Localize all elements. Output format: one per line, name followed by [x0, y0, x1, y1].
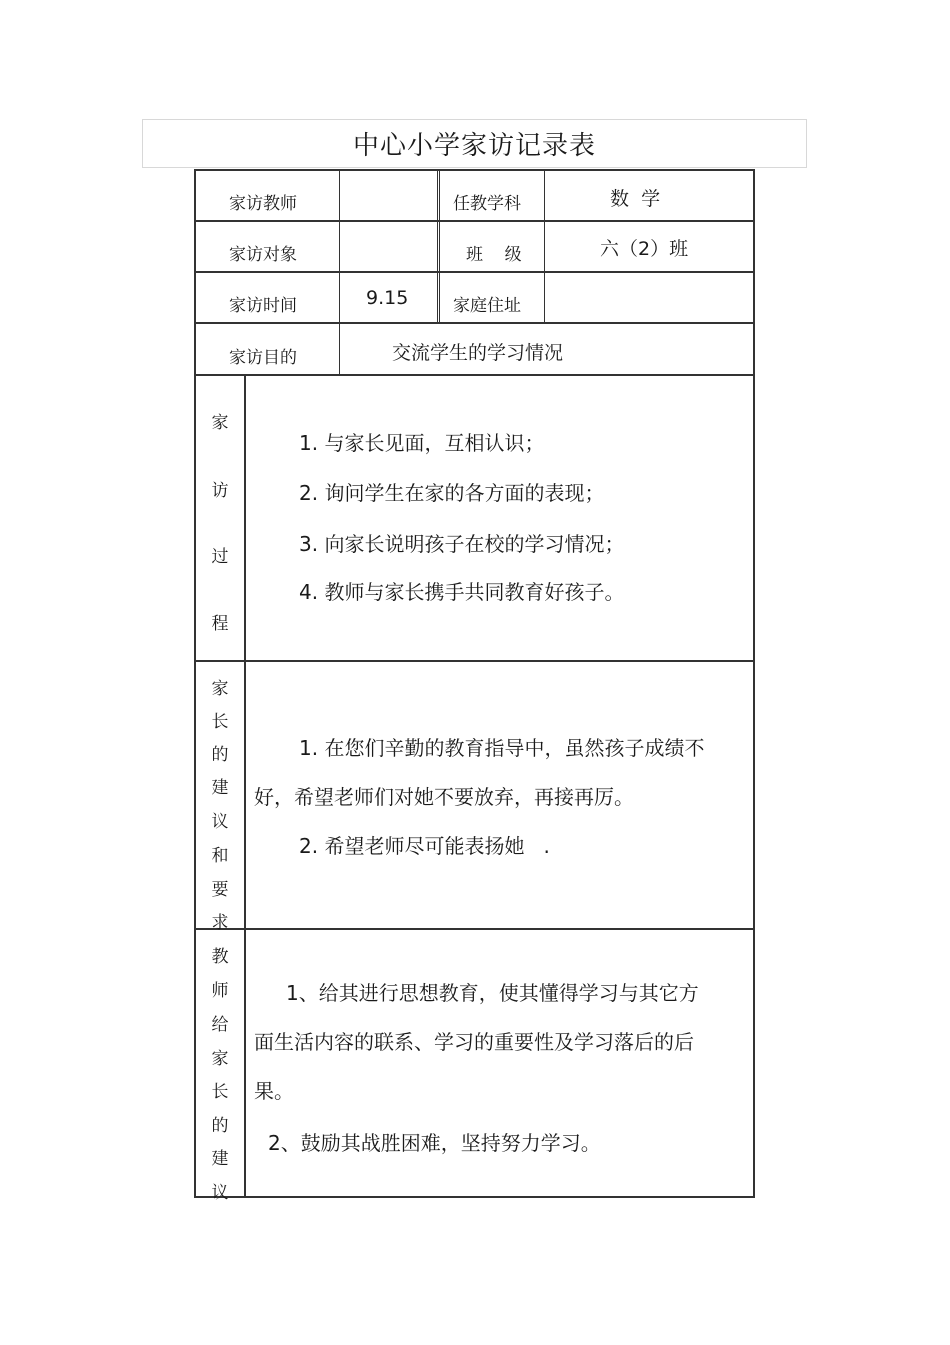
- process-label-char: 家: [211, 413, 229, 433]
- teacher-label: 家访教师: [229, 194, 297, 214]
- teacher-label-char: 教: [211, 947, 229, 967]
- address-label: 家庭住址: [453, 296, 521, 316]
- class-value: 六（2）班: [600, 238, 689, 260]
- teacher-suggestion-line: 果。: [254, 1079, 294, 1103]
- subject-label: 任教学科: [453, 194, 521, 214]
- teacher-label-char: 议: [211, 1183, 229, 1203]
- parent-suggestions-label: [196, 662, 244, 933]
- teacher-suggestion-line: 2、鼓励其战胜困难，坚持努力学习。: [268, 1131, 601, 1155]
- parent-label-char: 长: [211, 712, 229, 732]
- record-table: [194, 169, 755, 1203]
- purpose-value: 交流学生的学习情况: [392, 342, 564, 364]
- teacher-label-char: 建: [211, 1149, 229, 1169]
- parent-suggestion-line: 2. 希望老师尽可能表扬她 .: [299, 834, 550, 858]
- process-line: 4. 教师与家长携手共同教育好孩子。: [299, 580, 625, 604]
- teacher-label-char: 长: [211, 1082, 229, 1102]
- teacher-label-char: 给: [211, 1015, 229, 1035]
- process-label-char: 过: [211, 547, 229, 567]
- class-label: 班 级: [466, 245, 522, 265]
- page-title: 中心小学家访记录表: [142, 119, 807, 168]
- parent-label-char: 求: [211, 913, 229, 933]
- process-label-char: 访: [211, 481, 229, 501]
- process-line: 1. 与家长见面，互相认识；: [299, 431, 545, 455]
- parent-label-char: 家: [211, 679, 229, 699]
- parent-suggestion-line: 1. 在您们辛勤的教育指导中，虽然孩子成绩不: [299, 736, 705, 760]
- teacher-label-char: 家: [211, 1049, 229, 1069]
- subject-value: 数 学: [610, 188, 661, 210]
- purpose-label: 家访目的: [229, 348, 297, 368]
- process-line: 2. 询问学生在家的各方面的表现；: [299, 481, 605, 505]
- process-label-char: 程: [211, 614, 229, 634]
- target-label: 家访对象: [229, 245, 297, 265]
- parent-label-char: 要: [211, 880, 229, 900]
- teacher-label-char: 师: [211, 981, 229, 1001]
- parent-label-char: 议: [211, 812, 229, 832]
- teacher-suggestion-line: 面生活内容的联系、学习的重要性及学习落后的后: [254, 1030, 694, 1054]
- teacher-suggestions-label: [196, 930, 244, 1203]
- parent-suggestion-line: 好，希望老师们对她不要放弃，再接再厉。: [254, 785, 634, 809]
- parent-label-char: 的: [211, 745, 229, 765]
- teacher-label-char: 的: [211, 1116, 229, 1136]
- process-line: 3. 向家长说明孩子在校的学习情况；: [299, 532, 625, 556]
- teacher-suggestion-line: 1、给其进行思想教育，使其懂得学习与其它方: [286, 981, 699, 1005]
- parent-label-char: 建: [211, 778, 229, 798]
- process-label: [196, 376, 244, 660]
- parent-label-char: 和: [211, 846, 229, 866]
- time-value: 9.15: [366, 287, 409, 309]
- time-label: 家访时间: [229, 296, 297, 316]
